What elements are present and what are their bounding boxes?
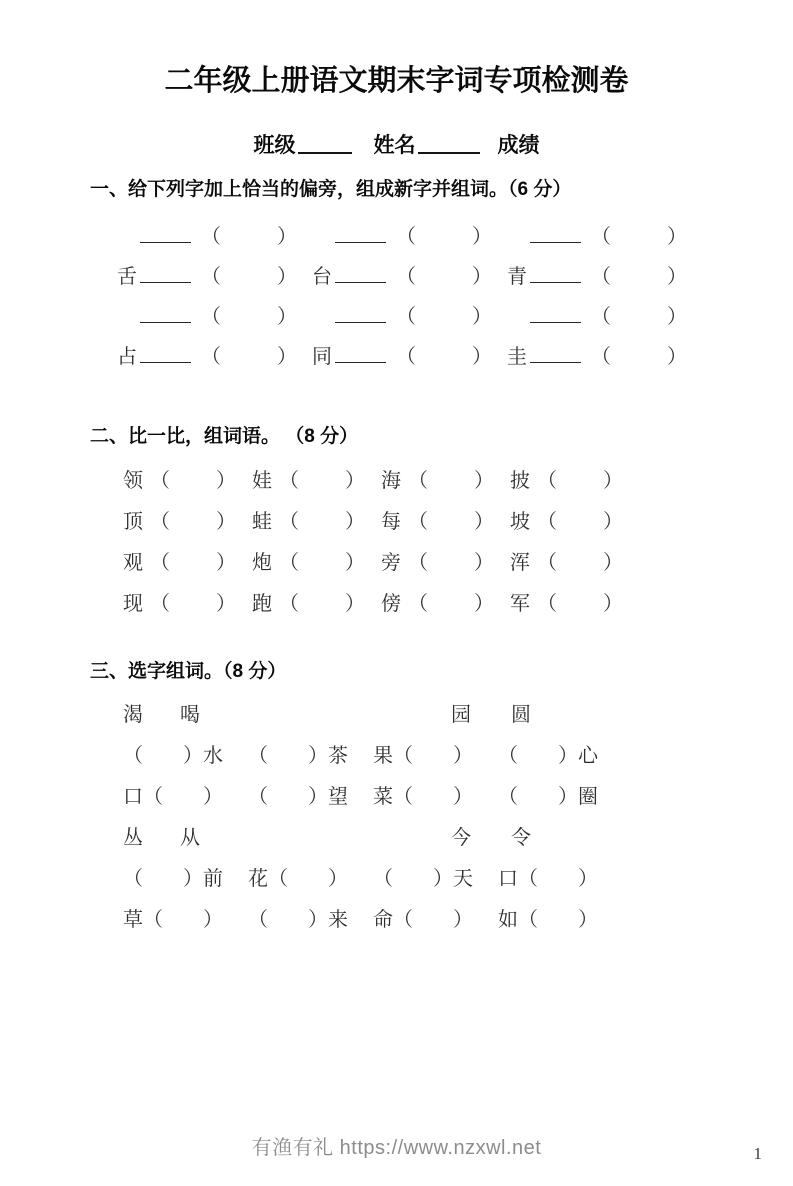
- open-paren: （: [408, 593, 428, 616]
- fill-blank-group: [117, 260, 307, 289]
- compare-row: [123, 546, 793, 573]
- section-one-heading: 一、给下列字加上恰当的偏旁，组成新字并组词。（6 分）: [90, 178, 572, 200]
- close-paren: ）: [558, 786, 578, 809]
- close-paren: ）: [308, 909, 328, 932]
- close-paren: ）: [277, 225, 297, 248]
- compare-word-group: [381, 464, 505, 493]
- choice-fill-group: [373, 780, 493, 809]
- close-paren: ）: [472, 225, 492, 248]
- answer-line: [140, 352, 191, 363]
- score-label: 成绩: [497, 133, 540, 157]
- close-paren: ）: [345, 470, 365, 493]
- compare-character: 海: [381, 470, 401, 493]
- open-paren: （: [268, 868, 288, 891]
- compare-row: [123, 587, 793, 614]
- fill-blank-group: [117, 220, 307, 249]
- answer-line: [140, 272, 191, 283]
- close-paren: ）: [472, 305, 492, 328]
- choice-fill-group: [373, 903, 493, 932]
- compare-word-group: [252, 546, 376, 575]
- name-blank-line: [418, 140, 480, 154]
- close-paren: ）: [183, 868, 203, 891]
- close-paren: ）: [345, 593, 365, 616]
- compare-character: 坡: [510, 511, 530, 534]
- open-paren: （: [498, 745, 518, 768]
- choice-fill-group: [498, 862, 618, 891]
- choice-fill-group: [498, 903, 618, 932]
- compare-row: [123, 505, 793, 532]
- fill-blank-group: [507, 220, 697, 249]
- answer-line: [530, 312, 581, 323]
- compare-character: 领: [123, 470, 143, 493]
- trailing-character: 心: [578, 745, 598, 768]
- compare-character: 娃: [252, 470, 272, 493]
- close-paren: ）: [433, 868, 453, 891]
- choice-answer-rows: [0, 862, 793, 930]
- open-paren: （: [396, 305, 416, 328]
- choice-fill-group: [373, 862, 493, 891]
- close-paren: ）: [603, 511, 623, 534]
- trailing-character: 望: [328, 786, 348, 809]
- answer-line: [335, 232, 386, 243]
- leading-character: 命: [373, 909, 393, 932]
- close-paren: ）: [472, 345, 492, 368]
- compare-word-group: [510, 464, 634, 493]
- trailing-character: 圈: [578, 786, 598, 809]
- compare-word-group: [252, 464, 376, 493]
- base-character: 台: [312, 265, 332, 288]
- answer-line: [140, 232, 191, 243]
- fill-blank-group: [312, 220, 502, 249]
- open-paren: （: [201, 265, 221, 288]
- worksheet-page: [0, 64, 793, 1163]
- compare-word-group: [252, 587, 376, 616]
- open-paren: （: [518, 909, 538, 932]
- base-character: 圭: [507, 345, 527, 368]
- compare-character: 每: [381, 511, 401, 534]
- open-paren: （: [248, 745, 268, 768]
- compare-word-group: [123, 464, 247, 493]
- fill-blank-group: [507, 340, 697, 369]
- section-two-heading: 二、比一比，组词语。 （8 分）: [90, 425, 359, 447]
- open-paren: （: [279, 593, 299, 616]
- section-two-rows: [123, 464, 793, 614]
- close-paren: ）: [308, 745, 328, 768]
- compare-character: 傍: [381, 593, 401, 616]
- close-paren: ）: [474, 593, 494, 616]
- close-paren: ）: [277, 345, 297, 368]
- choice-fill-group: [123, 780, 243, 809]
- close-paren: ）: [578, 868, 598, 891]
- open-paren: （: [537, 470, 557, 493]
- open-paren: （: [408, 470, 428, 493]
- open-paren: （: [396, 225, 416, 248]
- fill-blank-group: [312, 300, 502, 329]
- open-paren: （: [248, 909, 268, 932]
- choice-answer-row: [123, 739, 793, 766]
- close-paren: ）: [216, 511, 236, 534]
- choice-character: 圆: [511, 704, 531, 727]
- answer-line: [335, 272, 386, 283]
- leading-character: 菜: [373, 786, 393, 809]
- open-paren: （: [518, 868, 538, 891]
- choice-answer-row: [123, 903, 793, 930]
- open-paren: （: [279, 552, 299, 575]
- open-paren: （: [150, 593, 170, 616]
- choice-fill-group: [498, 739, 618, 768]
- open-paren: （: [408, 511, 428, 534]
- fill-blank-group: [507, 260, 697, 289]
- compare-word-group: [381, 546, 505, 575]
- open-paren: （: [201, 345, 221, 368]
- open-paren: （: [408, 552, 428, 575]
- open-paren: （: [537, 552, 557, 575]
- choice-fill-group: [498, 780, 618, 809]
- section-two: [0, 425, 793, 615]
- open-paren: （: [143, 786, 163, 809]
- open-paren: （: [591, 265, 611, 288]
- open-paren: （: [150, 470, 170, 493]
- choice-fill-group: [248, 780, 368, 809]
- choice-character: 丛: [123, 827, 143, 850]
- close-paren: ）: [328, 868, 348, 891]
- close-paren: ）: [578, 909, 598, 932]
- choice-character: 园: [451, 704, 471, 727]
- open-paren: （: [279, 511, 299, 534]
- compare-character: 蛙: [252, 511, 272, 534]
- answer-line: [335, 312, 386, 323]
- compare-character: 披: [510, 470, 530, 493]
- close-paren: ）: [453, 745, 473, 768]
- open-paren: （: [150, 511, 170, 534]
- open-paren: （: [396, 265, 416, 288]
- choice-character: 喝: [180, 704, 200, 727]
- close-paren: ）: [203, 909, 223, 932]
- close-paren: ）: [216, 470, 236, 493]
- compare-character: 旁: [381, 552, 401, 575]
- compare-character: 观: [123, 552, 143, 575]
- open-paren: （: [373, 868, 393, 891]
- trailing-character: 水: [203, 745, 223, 768]
- close-paren: ）: [216, 552, 236, 575]
- section-one-rows: [117, 220, 793, 367]
- compare-character: 军: [510, 593, 530, 616]
- close-paren: ）: [603, 593, 623, 616]
- leading-character: 花: [248, 868, 268, 891]
- choice-character: 渴: [123, 704, 143, 727]
- open-paren: （: [393, 786, 413, 809]
- choice-characters-row: [123, 821, 793, 848]
- close-paren: ）: [308, 786, 328, 809]
- section-three: [0, 660, 793, 930]
- close-paren: ）: [183, 745, 203, 768]
- compare-word-group: [252, 505, 376, 534]
- watermark-text: 有渔有礼 https://www.nzxwl.net: [251, 1137, 542, 1159]
- compare-character: 炮: [252, 552, 272, 575]
- choice-fill-group: [248, 739, 368, 768]
- choice-fill-group: [123, 739, 243, 768]
- compare-word-group: [510, 505, 634, 534]
- close-paren: ）: [453, 786, 473, 809]
- answer-line: [530, 232, 581, 243]
- name-label: 姓名: [373, 133, 416, 157]
- choice-fill-group: [248, 862, 368, 891]
- fill-row: [117, 340, 793, 367]
- open-paren: （: [396, 345, 416, 368]
- answer-line: [530, 272, 581, 283]
- section-three-blocks: [0, 698, 793, 930]
- choice-answer-row: [123, 780, 793, 807]
- open-paren: （: [591, 225, 611, 248]
- choice-character: 今: [451, 827, 471, 850]
- page-title: 二年级上册语文期末字词专项检测卷: [164, 65, 629, 97]
- choice-answer-row: [123, 862, 793, 889]
- fill-blank-group: [507, 300, 697, 329]
- compare-word-group: [381, 505, 505, 534]
- choice-fill-group: [123, 903, 243, 932]
- class-blank-line: [298, 140, 352, 154]
- leading-character: 口: [123, 786, 143, 809]
- open-paren: （: [150, 552, 170, 575]
- trailing-character: 天: [453, 868, 473, 891]
- choice-character: 从: [180, 827, 200, 850]
- answer-line: [335, 352, 386, 363]
- close-paren: ）: [603, 552, 623, 575]
- close-paren: ）: [216, 593, 236, 616]
- close-paren: ）: [345, 511, 365, 534]
- page-number: 1: [753, 1144, 762, 1163]
- open-paren: （: [123, 868, 143, 891]
- open-paren: （: [591, 345, 611, 368]
- choice-block: [0, 698, 793, 807]
- compare-word-group: [123, 505, 247, 534]
- close-paren: ）: [474, 552, 494, 575]
- close-paren: ）: [667, 345, 687, 368]
- fill-row: [117, 300, 793, 327]
- compare-row: [123, 464, 793, 491]
- choice-fill-group: [248, 903, 368, 932]
- open-paren: （: [201, 305, 221, 328]
- section-one: [0, 178, 793, 367]
- choice-block: [0, 821, 793, 930]
- close-paren: ）: [603, 470, 623, 493]
- fill-blank-group: [117, 340, 307, 369]
- compare-word-group: [381, 587, 505, 616]
- choice-fill-group: [373, 739, 493, 768]
- choice-answer-rows: [0, 739, 793, 807]
- trailing-character: 来: [328, 909, 348, 932]
- compare-character: 浑: [510, 552, 530, 575]
- compare-character: 顶: [123, 511, 143, 534]
- fill-blank-group: [312, 340, 502, 369]
- open-paren: （: [393, 909, 413, 932]
- close-paren: ）: [277, 305, 297, 328]
- close-paren: ）: [558, 745, 578, 768]
- choice-character: 令: [511, 827, 531, 850]
- close-paren: ）: [472, 265, 492, 288]
- compare-character: 跑: [252, 593, 272, 616]
- compare-word-group: [123, 587, 247, 616]
- open-paren: （: [248, 786, 268, 809]
- close-paren: ）: [667, 265, 687, 288]
- open-paren: （: [393, 745, 413, 768]
- leading-character: 口: [498, 868, 518, 891]
- compare-word-group: [510, 546, 634, 575]
- base-character: 青: [507, 265, 527, 288]
- close-paren: ）: [277, 265, 297, 288]
- close-paren: ）: [345, 552, 365, 575]
- base-character: 占: [117, 345, 137, 368]
- open-paren: （: [537, 511, 557, 534]
- fill-blank-group: [117, 300, 307, 329]
- fill-row: [117, 260, 793, 287]
- class-label: 班级: [253, 133, 296, 157]
- fill-row: [117, 220, 793, 247]
- choice-characters-row: [123, 698, 793, 725]
- close-paren: ）: [453, 909, 473, 932]
- open-paren: （: [279, 470, 299, 493]
- close-paren: ）: [474, 511, 494, 534]
- student-info-line: [0, 129, 793, 159]
- trailing-character: 前: [203, 868, 223, 891]
- compare-word-group: [123, 546, 247, 575]
- close-paren: ）: [203, 786, 223, 809]
- trailing-character: 茶: [328, 745, 348, 768]
- answer-line: [140, 312, 191, 323]
- close-paren: ）: [667, 225, 687, 248]
- answer-line: [530, 352, 581, 363]
- leading-character: 草: [123, 909, 143, 932]
- compare-word-group: [510, 587, 634, 616]
- open-paren: （: [143, 909, 163, 932]
- open-paren: （: [123, 745, 143, 768]
- open-paren: （: [537, 593, 557, 616]
- section-three-heading: 三、选字组词。（8 分）: [90, 661, 287, 683]
- fill-blank-group: [312, 260, 502, 289]
- choice-fill-group: [123, 862, 243, 891]
- leading-character: 如: [498, 909, 518, 932]
- open-paren: （: [201, 225, 221, 248]
- base-character: 舌: [117, 265, 137, 288]
- open-paren: （: [591, 305, 611, 328]
- close-paren: ）: [474, 470, 494, 493]
- open-paren: （: [498, 786, 518, 809]
- base-character: 同: [312, 345, 332, 368]
- leading-character: 果: [373, 745, 393, 768]
- close-paren: ）: [667, 305, 687, 328]
- compare-character: 现: [123, 593, 143, 616]
